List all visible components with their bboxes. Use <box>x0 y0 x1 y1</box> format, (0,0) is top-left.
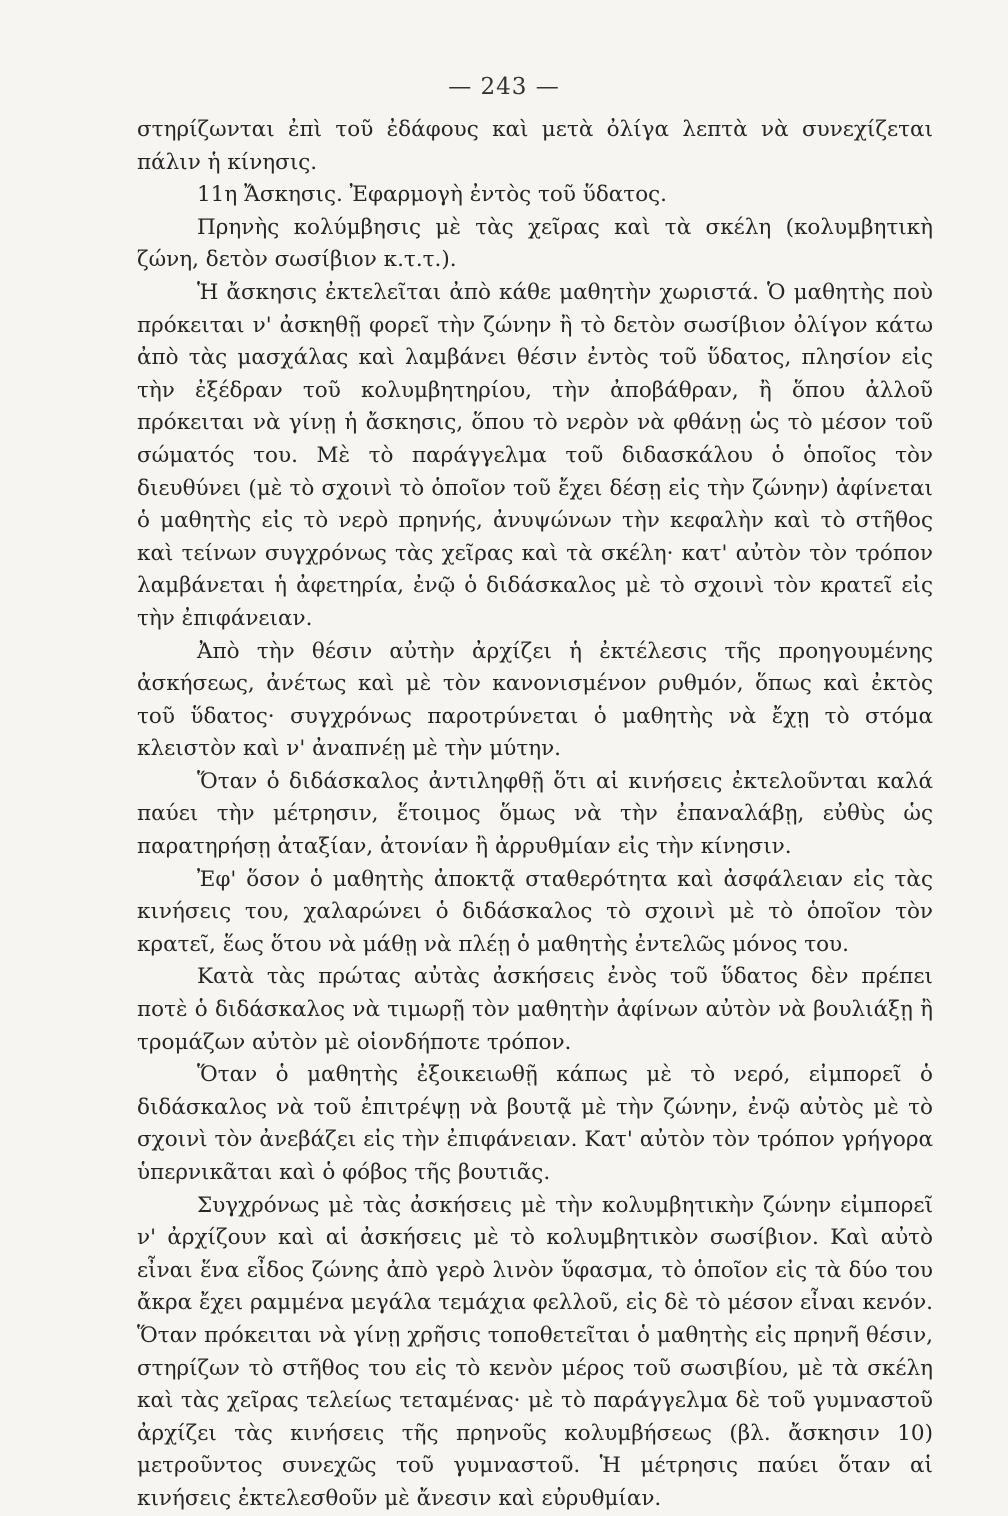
page-number: — 243 — <box>448 74 560 100</box>
body-text <box>137 114 933 1516</box>
paragraph: Πρηνὴς κολύμβησις μὲ τὰς χεῖρας καὶ τὰ σκέλη (κολυμβητικὴ ζώνη, δετὸν σωσίβιον κ.τ.τ.). <box>137 214 933 273</box>
paragraph: Ἐφ' ὅσον ὁ μαθητὴς ἀποκτᾷ σταθερότητα καὶ ἀσφάλειαν εἰς τὰς κινήσεις του, χαλαρώνει ὁ διδάσκαλος τὸ σχοινὶ μὲ τὸ ὁποῖον τὸν κρατεῖ, ἕως ὅτου νὰ μάθῃ νὰ πλέῃ ὁ μαθητὴς ἐντελῶς μόνος του. <box>137 866 933 957</box>
paragraph: Κατὰ τὰς πρώτας αὐτὰς ἀσκήσεις ἐνὸς τοῦ ὕδατος δὲν πρέπει ποτὲ ὁ διδάσκαλος νὰ τιμωρῇ τὸν μαθητὴν ἀφίνων αὐτὸν νὰ βουλιάξῃ ἢ τρομάζων αὐτὸν μὲ οἱονδήποτε τρόπον. <box>137 964 933 1055</box>
paragraph: Συγχρόνως μὲ τὰς ἀσκήσεις μὲ τὴν κολυμβητικὴν ζώνην εἰμπορεῖ ν' ἀρχίζουν καὶ αἱ ἀσκήσεις μὲ τὸ κολυμβητικὸν σωσίβιον. Καὶ αὐτὸ εἶναι ἕνα εἶδος ζώνης ἀπὸ γερὸ λινὸν ὕφασμα, τὸ ὁποῖον εἰς τὰ δύο του ἄκρα ἔχει ραμμένα μεγάλα τεμάχια φελλοῦ, εἰς δὲ τὸ μέσον εἶναι κενόν. Ὅταν πρόκειται νὰ γίνῃ χρῆσις τοποθετεῖται ὁ μαθητὴς εἰς πρηνῆ θέσιν, στηρίζων τὸ στῆθος του εἰς τὸ κενὸν μέρος τοῦ σωσιβίου, μὲ τὰ σκέλη καὶ τὰς χεῖρας τελείως τεταμένας· μὲ τὸ παράγγελμα δὲ τοῦ γυμναστοῦ ἀρχίζει τὰς κινήσεις τῆς πρηνοῦς κολυμβήσεως (βλ. ἄσκησιν 10) μετροῦντος συνεχῶς τοῦ γυμναστοῦ. Ἡ μέτρησις παύει ὅταν αἱ κινήσεις ἐκτελεσθοῦν μὲ ἄνεσιν καὶ εὐρυθμίαν. <box>137 1192 933 1511</box>
paragraph: στηρίζωνται ἐπὶ τοῦ ἐδάφους καὶ μετὰ ὀλίγα λεπτὰ νὰ συνεχίζεται πάλιν ἡ κίνησις. <box>137 117 933 175</box>
paragraph: Ἡ ἄσκησις ἐκτελεῖται ἀπὸ κάθε μαθητὴν χωριστά. Ὁ μαθητὴς ποὺ πρόκειται ν' ἀσκηθῇ φορεῖ τὴν ζώνην ἢ τὸ δετὸν σωσίβιον ὀλίγον κάτω ἀπὸ τὰς μασχάλας καὶ λαμβάνει θέσιν ἐντὸς τοῦ ὕδατος, πλησίον εἰς τὴν ἐξέδραν τοῦ κολυμβητηρίου, τὴν ἀποβάθραν, ἢ ὅπου ἀλλοῦ πρόκειται νὰ γίνῃ ἡ ἄσκησις, ὅπου τὸ νερὸν νὰ φθάνῃ ὡς τὸ μέσον τοῦ σώματός του. Μὲ τὸ παράγγελμα τοῦ διδασκάλου ὁ ὁποῖος τὸν διευθύνει (μὲ τὸ σχοινὶ τὸ ὁποῖον τοῦ ἔχει δέσῃ εἰς τὴν ζώνην) ἀφίνεται ὁ μαθητὴς εἰς τὸ νερὸ πρηνής, ἀνυψώνων τὴν κεφαλὴν καὶ τὸ στῆθος καὶ τείνων συγχρόνως τὰς χεῖρας καὶ τὰ σκέλη· κατ' αὐτὸν τὸν τρόπον λαμβάνεται ἡ ἀφετηρία, ἐνῷ ὁ διδάσκαλος μὲ τὸ σχοινὶ τὸν κρατεῖ εἰς τὴν ἐπιφάνειαν. <box>137 279 933 631</box>
paragraph: Ὅταν ὁ διδάσκαλος ἀντιληφθῇ ὅτι αἱ κινήσεις ἐκτελοῦνται καλά παύει τὴν μέτρησιν, ἕτοιμος ὅμως νὰ τὴν ἐπαναλάβῃ, εὐθὺς ὡς παρατηρήσῃ ἀταξίαν, ἀτονίαν ἢ ἀρρυθμίαν εἰς τὴν κίνησιν. <box>137 768 933 860</box>
paragraph: Ὅταν ὁ μαθητὴς ἐξοικειωθῇ κάπως μὲ τὸ νερό, εἰμπορεῖ ὁ διδάσκαλος νὰ τοῦ ἐπιτρέψῃ νὰ βουτᾷ μὲ τὴν ζώνην, ἐνῷ αὐτὸς μὲ τὸ σχοινὶ τὸν ἀνεβάζει εἰς τὴν ἐπιφάνειαν. Κατ' αὐτὸν τὸν τρόπον γρήγορα ὑπερνικᾶται καὶ ὁ φόβος τῆς βουτιᾶς. <box>137 1062 933 1185</box>
paragraph: Ἀπὸ τὴν θέσιν αὐτὴν ἀρχίζει ἡ ἐκτέλεσις τῆς προηγουμένης ἀσκήσεως, ἀνέτως καὶ μὲ τὸν κανονισμένον ρυθμόν, ὅπως καὶ ἐκτὸς τοῦ ὕδατος· συγχρόνως παροτρύνεται ὁ μαθητὴς νὰ ἔχῃ τὸ στόμα κλειστὸν καὶ ν' ἀναπνέῃ μὲ τὴν μύτην. <box>137 638 933 762</box>
exercise-heading: 11η Ἄσκησις. Ἐφαρμογὴ ἐντὸς τοῦ ὕδατος. <box>197 182 668 208</box>
